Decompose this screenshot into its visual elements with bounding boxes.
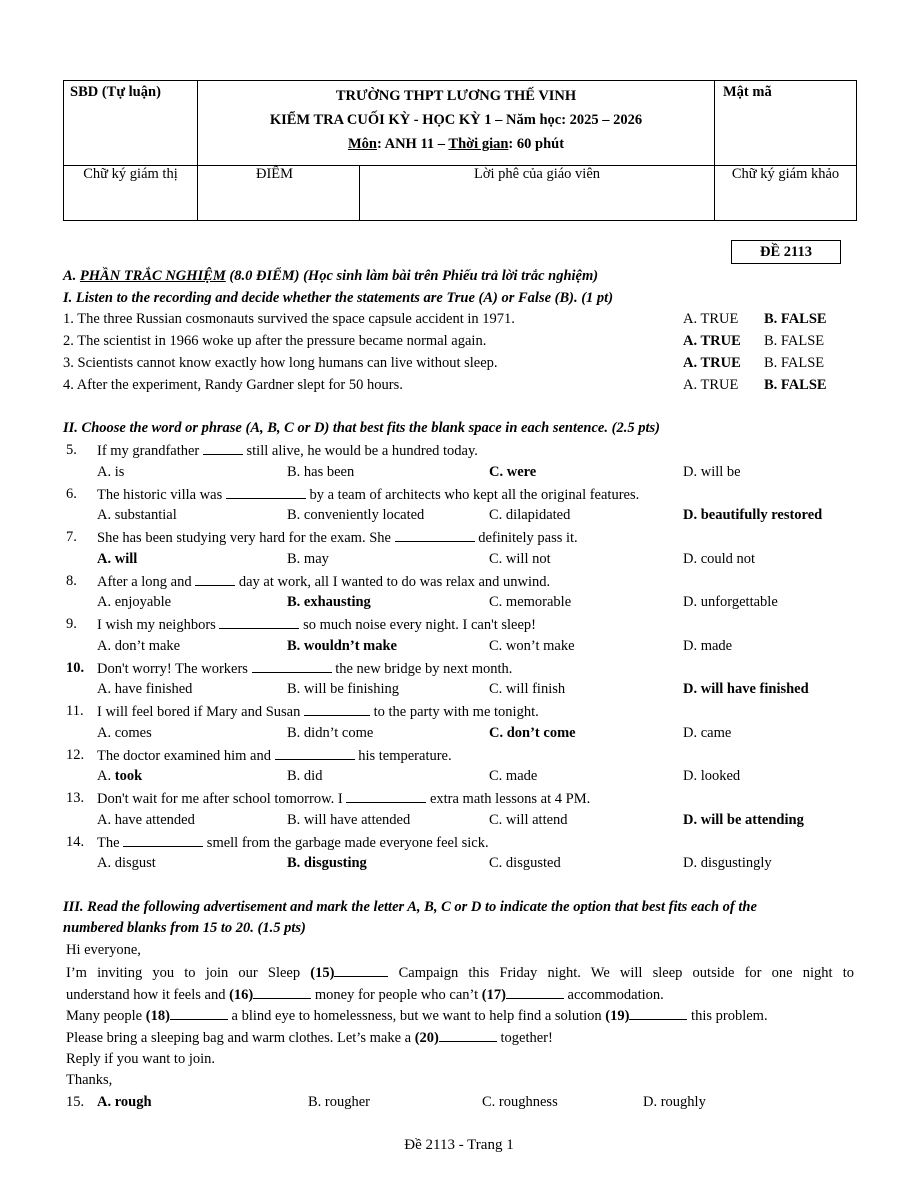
answer-blank <box>395 529 475 542</box>
answer-blank <box>226 486 306 499</box>
stem-before-blank: The doctor examined him and <box>97 747 275 764</box>
examiner-signature-cell <box>715 166 857 221</box>
question-number: 13. <box>66 790 85 806</box>
stem-after-blank: still alive, he would be a hundred today. <box>242 443 478 459</box>
answer-true: A. TRUE <box>683 333 741 349</box>
option-a <box>97 768 142 785</box>
option-c: C. will not <box>489 550 551 567</box>
option-d: D. beautifully restored <box>683 507 823 523</box>
option-b: B. exhausting <box>287 594 371 610</box>
teacher-comment-cell <box>360 166 715 221</box>
stem-after-blank: smell from the garbage made everyone feel sick. <box>203 834 489 851</box>
question-stem <box>97 442 478 460</box>
stem-after-blank: the new bridge by next month. <box>331 660 513 677</box>
stem-before-blank: I wish my neighbors <box>97 617 220 633</box>
answer-true: A. TRUE <box>683 377 739 393</box>
stem-before-blank: The historic villa was <box>97 486 226 503</box>
option-d: D. will be <box>683 463 741 480</box>
ad-line-3: Many people (18) a blind eye to homelessness, but we want to help find a solution (19) this problem. <box>66 1008 768 1024</box>
ad-line-1: I’m inviting you to join our Sleep (15) Campaign this Friday night. We will sleep outside for one night to <box>66 965 854 981</box>
sbd-cell <box>64 81 198 166</box>
teacher-comment-label: Lời phê của giáo viên <box>473 166 601 182</box>
answer-blank <box>346 790 426 803</box>
question-number: 14. <box>66 833 85 850</box>
stem-after-blank: day at work, all I wanted to do was relax and unwind. <box>235 573 551 590</box>
option-c: C. roughness <box>482 1094 558 1110</box>
stem-after-blank: his temperature. <box>354 747 452 764</box>
stem-before-blank: I will feel bored if Mary and Susan <box>97 704 304 720</box>
question-number: 8. <box>66 572 77 589</box>
answer-blank <box>275 747 355 760</box>
option-c: C. made <box>489 768 538 784</box>
question-number: 7. <box>66 529 77 545</box>
option-c: C. dilapidated <box>489 507 571 523</box>
part2-heading: II. Choose the word or phrase (A, B, C or D) that best fits the blank space in each sentence. (2.5 pts) <box>63 420 660 436</box>
answer-false: B. FALSE <box>764 333 825 349</box>
statement-text: 1. The three Russian cosmonauts survived the space capsule accident in 1971. <box>63 311 515 327</box>
answer-false: B. FALSE <box>764 355 825 371</box>
question-number: 9. <box>66 616 77 632</box>
option-b: B. wouldn’t make <box>287 637 397 654</box>
option-a: A. have finished <box>97 681 193 697</box>
option-d: D. roughly <box>643 1094 706 1110</box>
question-number: 15. <box>66 1094 85 1110</box>
option-a: A. is <box>97 463 125 480</box>
answer-false: B. FALSE <box>764 377 827 393</box>
option-a: A. enjoyable <box>97 594 172 610</box>
statement-text: 4. After the experiment, Randy Gardner slept for 50 hours. <box>63 377 403 393</box>
part3-heading-line2: numbered blanks from 15 to 20. (1.5 pts) <box>63 920 306 936</box>
ad-reply: Reply if you want to join. <box>66 1051 216 1067</box>
option-a: A. will <box>97 550 138 567</box>
option-c: C. memorable <box>489 594 572 610</box>
question-number: 5. <box>66 442 77 458</box>
option-b: B. disgusting <box>287 855 367 871</box>
answer-true: A. TRUE <box>683 355 741 371</box>
stem-before-blank: She has been studying very hard for the exam. She <box>97 530 395 546</box>
option-d: D. will be attending <box>683 811 804 828</box>
stem-before-blank: Don't worry! The workers <box>97 660 252 677</box>
option-d: D. could not <box>683 550 756 567</box>
question-stem <box>97 834 489 852</box>
option-a: A. don’t make <box>97 637 181 654</box>
score-label: ĐIỂM <box>256 166 294 182</box>
mat-ma-cell <box>715 81 857 166</box>
option-a: A. rough <box>97 1094 152 1110</box>
option-d: D. came <box>683 724 732 741</box>
sbd-label: SBD (Tự luận) <box>70 84 161 100</box>
option-c: C. were <box>489 463 537 480</box>
option-b: B. has been <box>287 463 355 480</box>
subject-line: Môn: ANH 11 – Thời gian: 60 phút <box>347 136 565 152</box>
proctor-signature-cell <box>64 166 198 221</box>
stem-after-blank: to the party with me tonight. <box>369 704 539 720</box>
option-b: B. may <box>287 550 329 567</box>
question-number: 10. <box>66 659 85 676</box>
option-c: C. will attend <box>489 811 568 828</box>
option-b: B. conveniently located <box>287 507 425 523</box>
exam-code-box: ĐỀ 2113 <box>731 240 841 264</box>
option-d: D. looked <box>683 768 741 784</box>
page-footer: Đề 2113 - Trang 1 <box>404 1137 514 1153</box>
option-a: A. have attended <box>97 811 195 828</box>
answer-blank <box>123 834 203 847</box>
answer-blank <box>203 442 243 455</box>
question-stem <box>97 747 452 765</box>
option-d: D. will have finished <box>683 681 809 697</box>
question-stem <box>97 616 536 634</box>
stem-after-blank: extra math lessons at 4 PM. <box>426 791 591 807</box>
score-cell <box>198 166 360 221</box>
question-stem <box>97 529 578 547</box>
option-letter: A. <box>97 768 115 784</box>
option-a: A. comes <box>97 724 152 741</box>
statement-text: 3. Scientists cannot know exactly how long humans can live without sleep. <box>63 355 498 371</box>
ad-line-2: understand how it feels and (16) money for people who can’t (17) accommodation. <box>66 987 664 1003</box>
school-name: TRƯỜNG THPT LƯƠNG THẾ VINH <box>335 88 577 104</box>
option-d: D. disgustingly <box>683 855 772 871</box>
ad-line-4: Please bring a sleeping bag and warm clothes. Let’s make a (20) together! <box>66 1030 553 1046</box>
stem-after-blank: by a team of architects who kept all the original features. <box>305 486 640 503</box>
option-b: B. did <box>287 768 323 784</box>
option-b: B. rougher <box>308 1094 371 1110</box>
question-number: 12. <box>66 746 85 763</box>
stem-before-blank: The <box>97 834 124 851</box>
option-c: C. don’t come <box>489 724 576 741</box>
section-a-title: A. PHẦN TRẮC NGHIỆM (8.0 ĐIỂM) (Học sinh làm bài trên Phiếu trả lời trắc nghiệm) <box>63 268 599 284</box>
examiner-signature-label: Chữ ký giám khảo <box>731 166 840 182</box>
stem-before-blank: Don't wait for me after school tomorrow. I <box>97 791 347 807</box>
header-table <box>63 80 857 221</box>
question-stem <box>97 703 539 721</box>
part1-heading: I. Listen to the recording and decide whether the statements are True (A) or False (B). (1 pt) <box>63 290 614 306</box>
answer-blank <box>195 573 235 586</box>
exam-title-cell <box>198 81 715 166</box>
question-number: 11. <box>66 703 84 719</box>
option-b: B. will have attended <box>287 811 411 828</box>
stem-before-blank: After a long and <box>97 573 196 590</box>
proctor-signature-label: Chữ ký giám thị <box>83 166 178 182</box>
option-text: took <box>114 768 143 784</box>
option-b: B. didn’t come <box>287 724 374 741</box>
option-c: C. won’t make <box>489 637 575 654</box>
option-b: B. will be finishing <box>287 681 399 697</box>
question-stem <box>97 486 639 504</box>
option-a: A. substantial <box>97 507 177 523</box>
answer-blank <box>252 660 332 673</box>
option-c: C. disgusted <box>489 855 561 871</box>
ad-greeting: Hi everyone, <box>66 942 141 958</box>
option-a: A. disgust <box>97 855 156 871</box>
ad-thanks: Thanks, <box>66 1072 113 1088</box>
option-d: D. unforgettable <box>683 594 778 610</box>
option-d: D. made <box>683 637 733 654</box>
mat-ma-label: Mật mã <box>723 84 772 100</box>
stem-before-blank: If my grandfather <box>97 443 203 459</box>
stem-after-blank: so much noise every night. I can't sleep! <box>299 617 536 633</box>
answer-blank <box>219 616 299 629</box>
statement-text: 2. The scientist in 1966 woke up after the pressure became normal again. <box>63 333 487 349</box>
exam-name: KIỂM TRA CUỐI KỲ - HỌC KỲ 1 – Năm học: 2025 – 2026 <box>269 112 643 128</box>
stem-after-blank: definitely pass it. <box>474 530 578 546</box>
answer-false: B. FALSE <box>764 311 827 327</box>
option-c: C. will finish <box>489 681 566 697</box>
answer-blank <box>304 703 370 716</box>
question-number: 6. <box>66 485 77 502</box>
question-stem <box>97 660 512 678</box>
question-stem <box>97 790 590 808</box>
answer-true: A. TRUE <box>683 311 739 327</box>
question-stem <box>97 573 550 591</box>
part3-heading-line1: III. Read the following advertisement and mark the letter A, B, C or D to indicate the option that best fits each of the <box>63 899 757 915</box>
